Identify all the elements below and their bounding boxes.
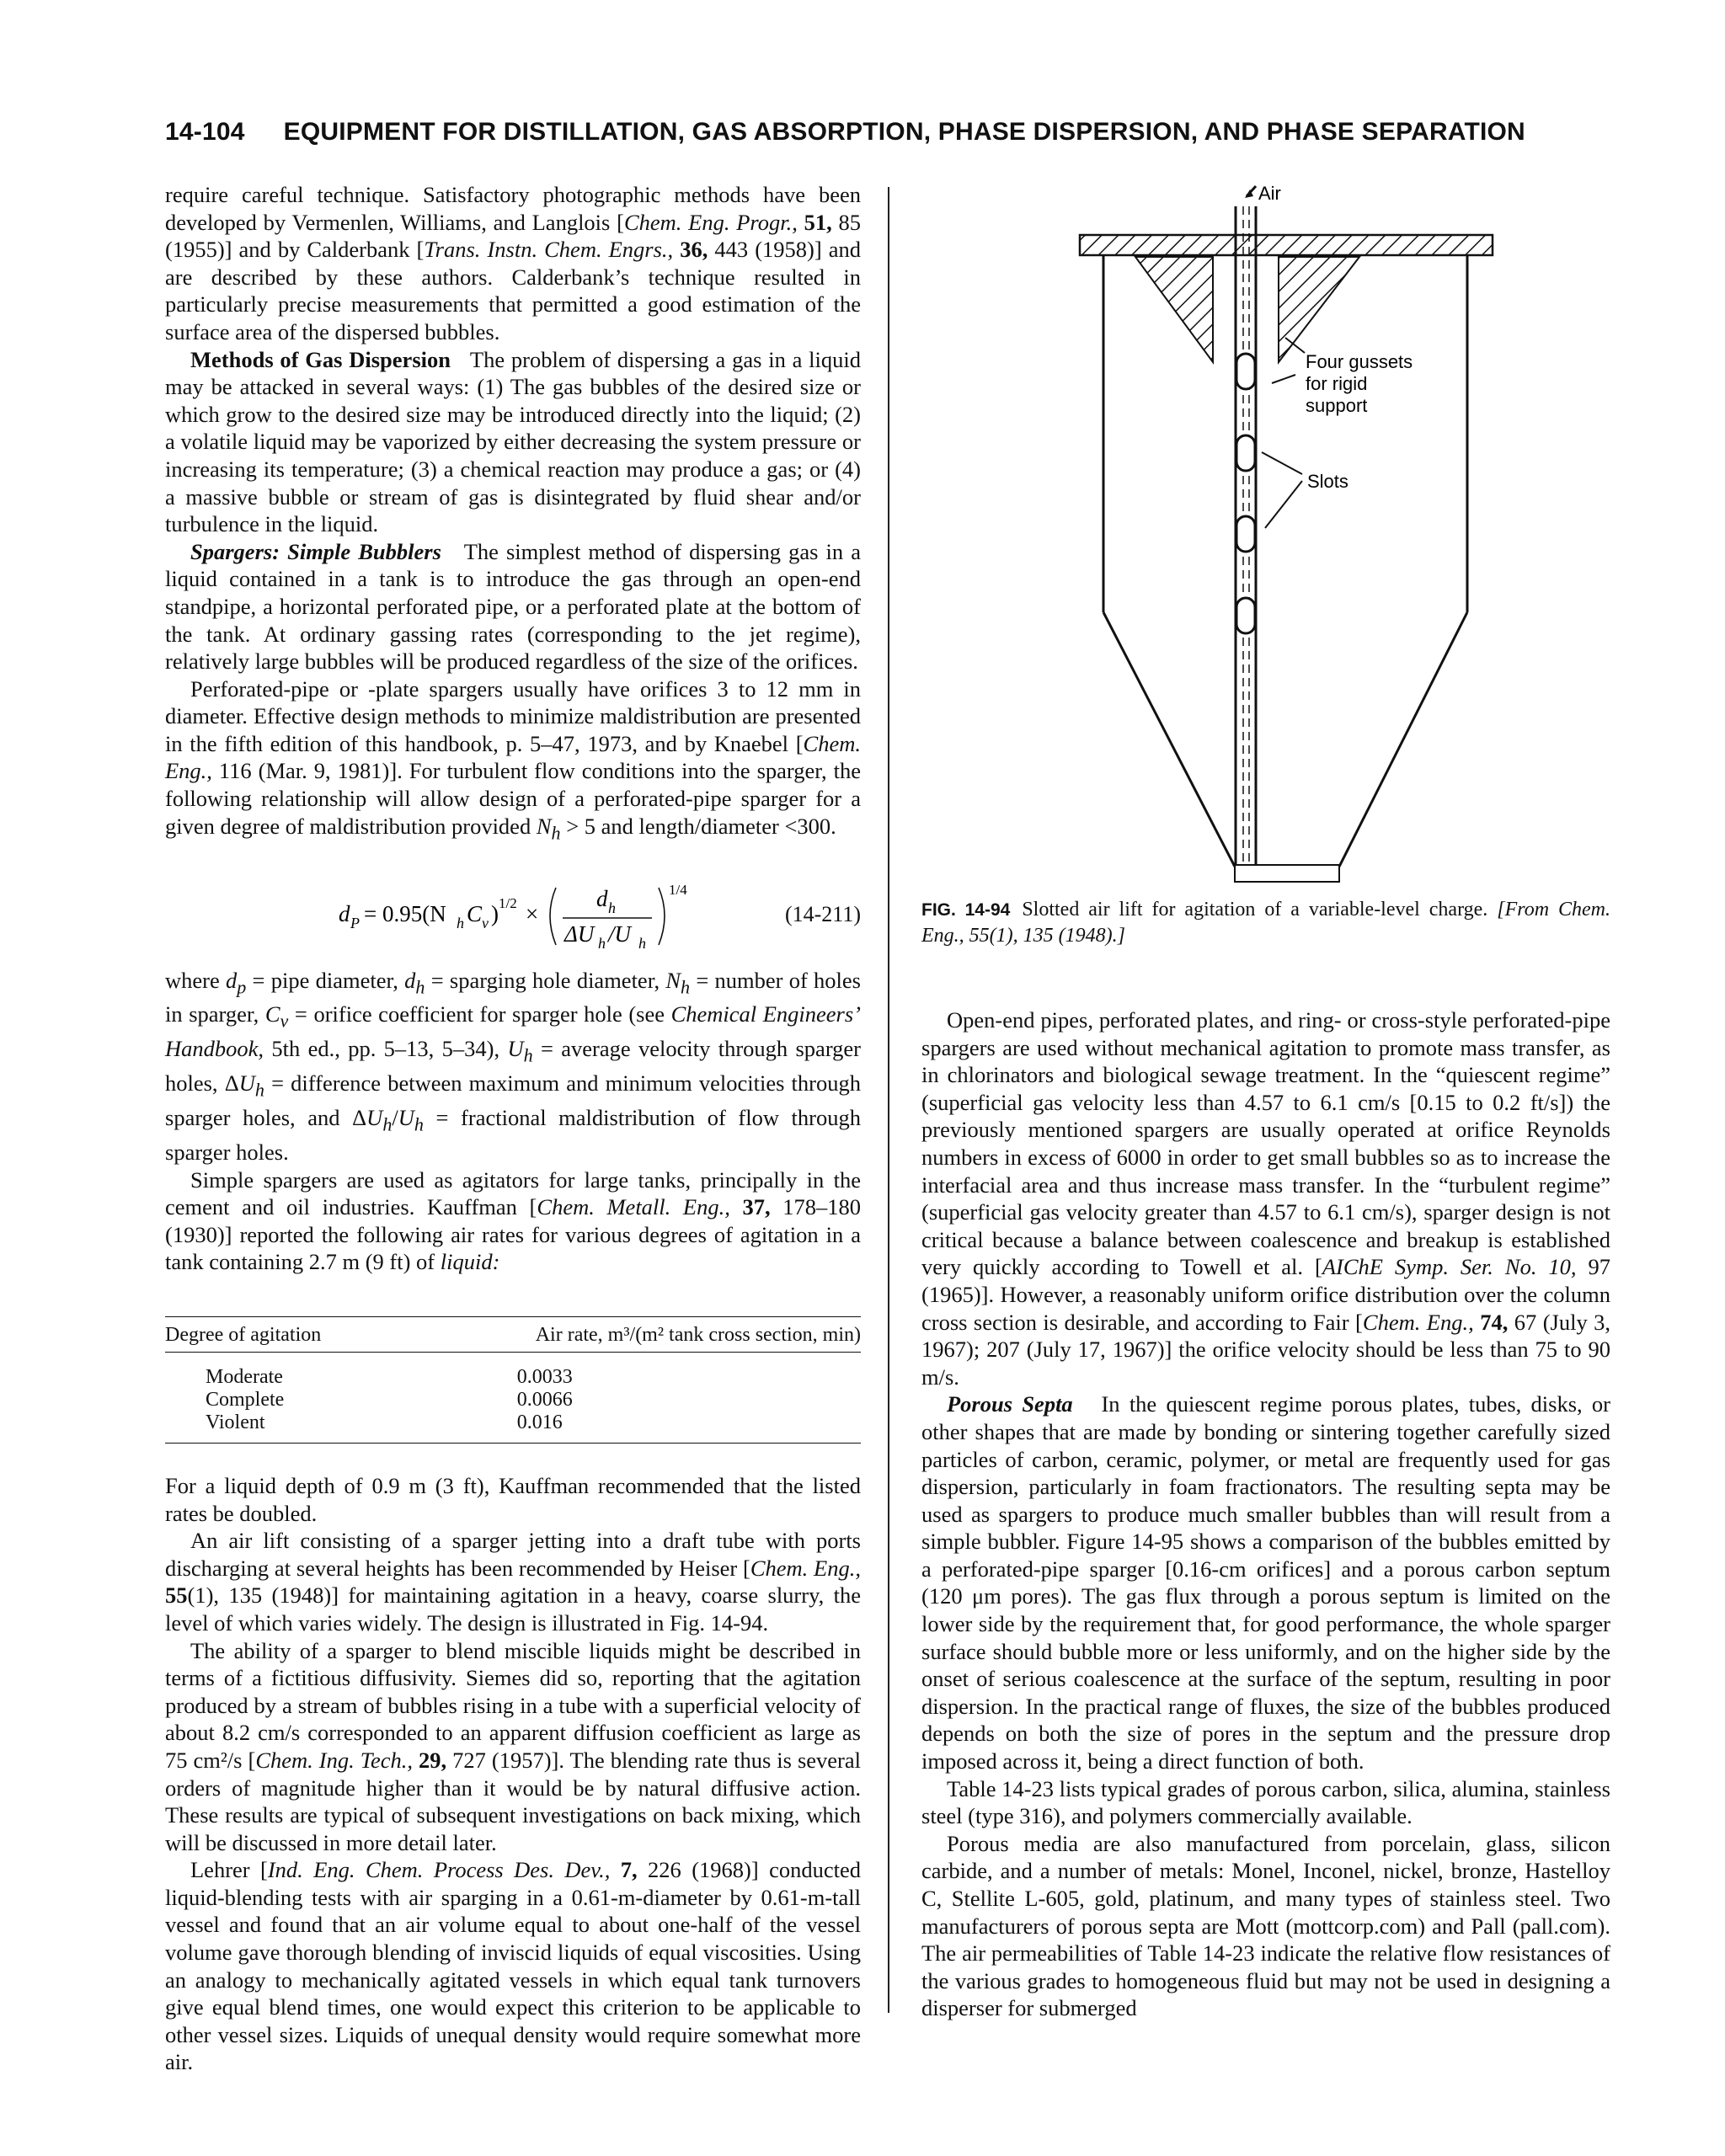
paragraph: Open-end pipes, perforated plates, and ring- or cross-style perforated-pipe spargers are used without mechanical agitation to promote mass transfer, as in chlorinators and biological sewage treatment. In the “quiescent regime” (superficial gas velocity less than 4.57 to 6.1 cm/s [0.15 to 0.2 ft/s]) the previously mentioned spargers are usually operated at orifice Reynolds numbers in excess of 6000 in order to get small bubbles so as to increase the interfacial area and thus increase mass transfer. In the “turbulent regime” (superficial gas velocity greater than 4.57 to 6.1 cm/s), sparger design is not critical because a balance between coalescence and breakup is established very quickly according to Towell et al. [AIChE Symp. Ser. No. 10, 97 (1965)]. However, a reasonably uniform orifice distribution over the column cross section is desirable, and according to Fair [Chem. Eng., 74, 67 (July 3, 1967); 207 (July 17, 1967)] the orifice velocity should be less than 75 to 90 m/s. [921,1007,1611,1390]
table-header-degree: Degree of agitation [165,1316,391,1352]
paragraph: Simple spargers are used as agitators for large tanks, principally in the cement and oil industries. Kauffman [Chem. Metall. Eng., 37, 178–180 (1930)] reported the following air rates for various degrees of agitation in a tank containing 2.7 m (9 ft) of liquid: [165,1166,862,1275]
paragraph: Porous Septa In the quiescent regime porous plates, tubes, disks, or other shapes that are made by bonding or sintering together carefully sized particles of carbon, ceramic, polymer, or metal are frequently used for gas dispersion, particularly in foam fractionators. The resulting septa may be used as spargers to produce much smaller bubbles than will result from a simple bubbler. Figure 14-95 shows a comparison of the bubbles emitted by a perforated-pipe sparger [0.16-cm orifices] and a porous carbon septum (120 μm pores). The gas flux through a porous septum is limited on the lower side by the requirement that, for good performance, the whole sparger surface should bubble more or less uniformly, and on the higher side by the onset of serious coalescence at the surface of the septum, resulting in poor dispersion. In the practical range of fluxes, the size of the bubbles produced depends on both the size of pores in the septum and the pressure drop imposed across it, being a direct function of both. [921,1391,1611,1774]
slot [1236,435,1255,471]
column-divider [888,187,889,2013]
figure-label: FIG. 14-94 [921,900,1011,920]
cone-left [1103,612,1235,867]
paragraph: For a liquid depth of 0.9 m (3 ft), Kauffman recommended that the listed rates be doubled. [165,1472,861,1526]
eq-lhs: d [339,900,350,926]
eq-c: C [467,900,483,926]
paragraph: Perforated-pipe or -plate spargers usually have orifices 3 to 12 mm in diameter. Effective design methods to minimize maldistribution are presented in the fifth edition of this handbook, p. 5–47, 1973, and by Knaebel [Chem. Eng., 116 (Mar. 9, 1981)]. For turbulent flow conditions into the sparger, the following relationship will allow design of a perforated-pipe sparger for a given degree of maldistribution provided $N_h > 5$ and length/diameter <300. [165,675,861,843]
equation-number: (14-211) [784,901,861,926]
gussets-label-line3: support [1306,395,1368,416]
page-number: 14-104 [165,118,245,146]
paragraph: require careful technique. Satisfactory photographic methods have been developed by Vermenlen, Williams, and Langlois [Chem. Eng. Progr., 51, 85 (1955)] and by Calderbank [Trans. Instn. Chem. Engrs., 36, 443 (1958)] and are described by these authors. Calderbank’s technique resulted in particularly precise measurements that permitted a good estimation of the surface area of the dispersed bubbles. [165,182,862,344]
eq-middle: = 0.95(N [364,900,446,926]
table-row [165,1389,861,1412]
eq-sub-h: h [457,914,464,931]
eq-right-paren [659,888,665,945]
slot [1236,354,1255,389]
subsection-heading: Spargers: Simple Bubblers [190,538,441,564]
eq-left-paren [550,888,556,945]
table-row [165,1352,861,1389]
eq-numerator: d [596,885,608,911]
right-column [921,1006,1610,2022]
slots-label: Slots [1307,471,1348,492]
bottom-outlet [1235,865,1339,882]
caption-source: [From Chem. Eng., 55(1), 135 (1948).] [921,899,1610,947]
eq-den-slash: /U [608,921,631,947]
left-column [165,181,861,2076]
section-heading: Methods of Gas Dispersion [190,346,451,372]
gussets-label-line2: for rigid [1306,373,1368,394]
eq-paren: ) [491,900,499,926]
eq-lhs-sub: P [350,914,360,931]
eq-exp-quarter: 1/4 [669,881,687,898]
eq-exp-half: 1/2 [499,894,517,911]
table-header-rate: Air rate, m³/(m² tank cross section, min) [391,1316,861,1352]
top-plate [1080,235,1493,255]
slot [1236,516,1255,552]
figure-caption [921,897,1610,948]
paragraph: Methods of Gas Dispersion The problem of dispersing a gas in a liquid may be attacked in several ways: (1) The gas bubbles of the desired size or which grow to the desired size may be introduced directly into the liquid; (2) a volatile liquid may be vaporized by either decreasing the system pressure or increasing its temperature; (3) a chemical reaction may produce a gas; or (4) a massive bubble or stream of gas is disintegrated by fluid shear and/or turbulence in the liquid. [165,346,861,537]
equation-14-211 [165,864,861,952]
table-cell-degree: Moderate [206,1365,283,1388]
eq-den-sub: h [598,934,606,952]
table-row [165,1412,861,1444]
paragraph: where $d_p$ = pipe diameter, $d_h$ = sparging hole diameter, $N_h$ = number of holes in sparger, $C_v$ = orifice coefficient for sparger hole (see Chemical Engineers’ Handbook, 5th ed., pp. 5–13, 5–34), $U_h$ = average velocity through sparger holes, $\Delta U_h$ = difference between maximum and minimum velocities through sparger holes, and $\Delta U_h/U_h$ = fractional maldistribution of flow through sparger holes. [165,967,862,1165]
slots-leader [1262,452,1302,474]
slot [1236,598,1255,633]
air-label: Air [1258,183,1281,204]
cone-right [1339,612,1467,867]
page-header [165,118,1560,147]
paragraph: Table 14-23 lists typical grades of porous carbon, silica, alumina, stainless steel (type 316), and polymers commercially available. [921,1775,1610,1829]
equation-svg [339,876,692,952]
eq-denominator: ΔU [564,921,595,947]
subsection-heading: Porous Septa [947,1391,1073,1417]
table-cell-rate: 0.0033 [516,1365,573,1388]
paragraph: The ability of a sparger to blend miscible liquids might be described in terms of a fictitious diffusivity. Siemes did so, reporting that the agitation produced by a stream of bubbles rising in a tube with a superficial velocity of about 8.2 cm/s corresponded to an apparent diffusion coefficient as large as 75 cm²/s [Chem. Ing. Tech., 29, 727 (1957)]. The blending rate thus is several orders of magnitude higher than it would be by natural diffusive action. These results are typical of subsequent investigations on back mixing, which will be discussed in more detail later. [165,1637,862,1855]
eq-num-sub: h [608,899,616,916]
figure-14-94 [921,181,1610,905]
table-cell-rate: 0.0066 [516,1388,573,1411]
gusset-right [1279,257,1359,362]
caption-text: Slotted air lift for agitation of a variable-level charge. [1022,899,1488,921]
paragraph: Lehrer [Ind. Eng. Chem. Process Des. Dev., 7, 226 (1968)] conducted liquid-blending tests with air sparging in a 0.61-m-diameter by 0.61-m-tall vessel and found that an air volume equal to about one-half of the vessel volume gave thorough blending of inviscid liquids of equal viscosities. Using an analogy to mechanically agitated vessels in which equal tank turnovers give equal blend times, one would expect this criterion to be applicable to other vessel sizes. Liquids of unequal density would require somewhat more air. [165,1857,862,2075]
gussets-leader [1272,375,1295,383]
table-cell-degree: Violent [165,1412,391,1444]
air-rate-table [165,1316,861,1444]
eq-den-sub2: h [638,934,646,952]
air-lift-diagram [921,181,1610,905]
slots-leader [1265,481,1302,528]
gusset-left [1135,257,1213,362]
table-cell-degree: Complete [206,1388,285,1411]
gussets-label-line1: Four gussets [1306,351,1413,372]
paragraph: Porous media are also manufactured from porcelain, glass, silicon carbide, and a number of metals: Monel, Inconel, nickel, bronze, Hastelloy C, Stellite L-605, gold, platinum, and many types of stainless steel. Two manufacturers of porous septa are Mott (mottcorp.com) and Pall (pall.com). The air permeabilities of Table 14-23 indicate the relative flow resistances of the various grades to homogeneous fluid but may not be used in designing a disperser for submerged [921,1830,1610,2021]
equation-body [339,876,692,952]
paragraph: An air lift consisting of a sparger jetting into a draft tube with ports discharging at several heights has been recommended by Heiser [Chem. Eng., 55(1), 135 (1948)] for maintaining agitation in a heavy, coarse slurry, the level of which varies widely. The design is illustrated in Fig. 14-94. [165,1528,861,1636]
chapter-title: EQUIPMENT FOR DISTILLATION, GAS ABSORPTION, PHASE DISPERSION, AND PHASE SEPARATION [283,118,1525,146]
table-cell-rate: 0.016 [391,1412,861,1444]
eq-sub-v: v [482,914,489,931]
paragraph: Spargers: Simple Bubblers The simplest method of dispersing gas in a liquid contained in a tank is to introduce the gas through an open-end standpipe, a horizontal perforated pipe, or a perforated plate at the bottom of the tank. At ordinary gassing rates (corresponding to the jet regime), relatively large bubbles will be produced regardless of the size of the orifices. [165,538,862,675]
eq-times: × [526,900,539,926]
